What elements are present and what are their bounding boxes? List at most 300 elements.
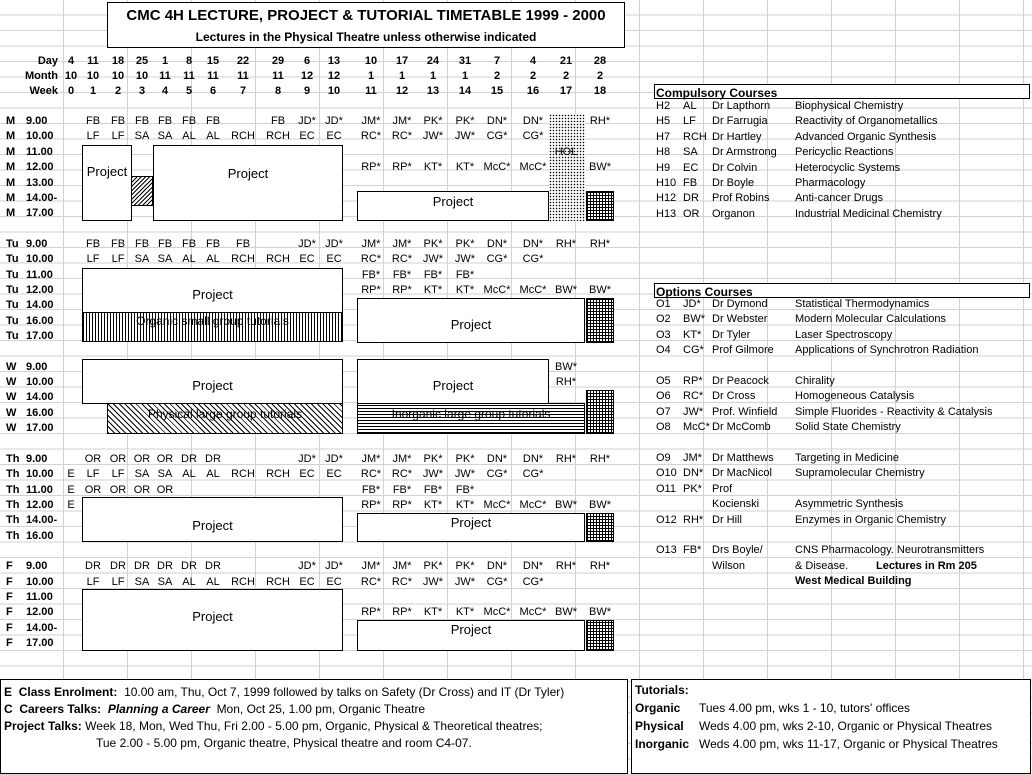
timetable-cell: CG* [486,576,508,588]
timetable-cell: PK* [455,238,475,250]
header-month: 1 [429,70,437,82]
timetable-cell: AL [182,576,196,588]
option-course-field: Solid State Chemistry [795,421,901,434]
timetable-cell: SA [134,130,150,142]
project-talks-block [586,298,614,343]
timetable-cell: BW* [555,361,577,373]
timetable-cell: FB* [392,484,412,496]
timetable-cell: RP* [361,161,381,173]
compulsory-course-field: Advanced Organic Synthesis [795,130,937,143]
tutorial-inorganic-value: Weds 4.00 pm, wks 11-17, Organic or Physical Theatres [699,737,998,751]
option-course-field: O4 [656,344,671,357]
timetable-cell: DR [181,560,197,572]
timetable-cell: EC [299,468,315,480]
header-month: 10 [86,70,100,82]
compulsory-course-field: Dr Armstrong [712,146,777,159]
header-month: 11 [183,70,195,82]
row-time-label: 17.00 [26,422,54,434]
timetable-cell: FB [110,238,126,250]
compulsory-course-field: Biophysical Chemistry [795,100,904,112]
option-course-field: O3 [656,328,671,341]
row-day-label: Th [6,453,20,465]
row-time-label: 10.00 [26,576,54,588]
compulsory-course-field: SA [683,146,698,159]
option-course-field: KT* [683,328,702,341]
header-month: 1 [461,70,469,82]
options-heading: Options Courses [656,285,753,299]
option-course-field: Targeting in Medicine [795,452,899,464]
row-day-label: Tu [6,299,19,311]
timetable-cell: DR [205,560,221,572]
careers-key: C [4,702,13,716]
o13-building-note: West Medical Building [795,575,912,587]
compulsory-course-field: DR [683,192,699,205]
project-label: Project [192,608,233,624]
careers-talk-hatch [131,176,153,206]
row-time-label: 10.00 [26,376,54,388]
option-course-field: Dr Cross [712,390,756,403]
timetable-cell: PK* [423,560,443,572]
timetable-cell: AL [206,130,220,142]
enrolment-text: 10.00 am, Thu, Oct 7, 1999 followed by talks on Safety (Dr Cross) and IT (Dr Tyler) [124,685,565,699]
timetable-cell: FB* [423,269,443,281]
timetable-cell: JD* [325,453,343,465]
timetable-cell: AL [206,468,220,480]
header-week: 3 [138,85,146,97]
page-subtitle: Lectures in the Physical Theatre unless otherwise indicated [195,30,537,44]
timetable-cell: RP* [392,284,412,296]
timetable-cell: DR [134,560,150,572]
header-month: 1 [367,70,375,82]
option-course-field: Applications of Synchrotron Radiation [795,344,979,357]
timetable-cell: PK* [455,453,475,465]
header-month: 2 [562,70,570,82]
compulsory-course-field: H2 [656,100,671,112]
timetable-cell: KT* [455,606,475,618]
option-course-field: JM* [683,452,702,464]
row-day-label: F [6,560,13,572]
organic-tutorials-label: Organic small group tutorials [136,314,289,328]
timetable-cell: JM* [361,238,381,250]
row-time-label: 11.00 [26,269,53,281]
row-time-label: 9.00 [26,560,48,572]
row-time-label: 10.00 [26,253,54,265]
header-week: 13 [426,85,440,97]
header-week: 7 [239,85,247,97]
timetable-cell: JD* [325,238,343,250]
option-course-field: Modern Molecular Calculations [795,313,947,326]
project-talks-block [586,620,614,651]
timetable-cell: AL [206,576,220,588]
compulsory-course-field: Organon [712,207,755,220]
header-week: 4 [161,85,169,97]
project-label: Project [432,377,474,393]
timetable-cell: PK* [455,115,475,127]
option-course-field: Dr Matthews [712,452,774,464]
option-course-field: RP* [683,375,703,387]
timetable-cell: FB [134,238,150,250]
timetable-cell: FB* [455,269,475,281]
header-day: 15 [206,55,220,67]
timetable-cell: OR [109,453,127,465]
header-day: 31 [458,55,472,67]
enrolment-label: Class Enrolment: [18,685,118,699]
option-course-field: O6 [656,390,671,403]
header-month: 2 [529,70,537,82]
tutorial-organic-value: Tues 4.00 pm, wks 1 - 10, tutors' offices [699,701,911,715]
timetable-cell: DN* [486,238,508,250]
option-course-field: McC* [683,421,710,434]
row-day-label: F [6,622,13,634]
row-day-label: Tu [6,253,19,265]
option-course-field: O2 [656,313,671,326]
row-day-label: M [6,207,16,219]
row-day-label: M [6,130,16,142]
header-week: 15 [490,85,504,97]
timetable-cell: SA [157,130,173,142]
timetable-cell: KT* [423,161,443,173]
row-day-label: Tu [6,315,19,327]
timetable-cell: CG* [522,468,544,480]
timetable-cell: DR [205,453,221,465]
timetable-cell: KT* [455,284,475,296]
timetable-cell: JW* [422,253,444,265]
timetable-cell: OR [84,484,102,496]
timetable-cell: OR [133,484,151,496]
timetable-cell: DN* [522,453,544,465]
row-time-label: 10.00 [26,130,54,142]
timetable-cell: LF [86,253,100,265]
header-month: 11 [159,70,171,82]
timetable-cell: RP* [361,499,381,511]
timetable-cell: LF [86,130,100,142]
option-course-field: PK* [683,482,702,495]
row-time-label: 17.00 [26,637,54,649]
row-time-label: 14.00 [26,391,54,403]
option-course-field: JD* [683,298,701,310]
timetable-cell: DR [85,560,101,572]
row-time-label: 11.00 [26,146,53,158]
header-month: 12 [300,70,314,82]
compulsory-course-field: H12 [656,192,677,205]
timetable-cell: AL [182,253,196,265]
tutorials-box [631,679,1031,774]
option-course-field: Dr Hill [712,513,742,526]
timetable-cell: McC* [519,499,547,511]
row-day-label: M [6,115,16,127]
compulsory-course-field: Pericyclic Reactions [795,146,894,159]
row-day-label: Th [6,530,20,542]
option-course-field: CNS Pharmacology. Neurotransmitters [795,544,985,557]
holiday-shading [549,114,585,221]
row-time-label: 16.00 [26,315,54,327]
timetable-cell: JM* [392,238,412,250]
compulsory-course-field: EC [683,161,699,174]
tutorials-heading: Tutorials: [635,683,689,697]
header-day: 1 [161,55,169,67]
timetable-cell: CG* [486,130,508,142]
timetable-cell: RH* [589,560,611,572]
timetable-cell: JM* [392,560,412,572]
timetable-cell: JM* [361,453,381,465]
timetable-cell: SA [157,253,173,265]
row-time-label: 11.00 [26,484,53,496]
timetable-cell: FB [110,115,126,127]
header-week: 11 [365,85,377,97]
header-day: 7 [493,55,501,67]
option-course-field: O8 [656,421,671,434]
page-title: CMC 4H LECTURE, PROJECT & TUTORIAL TIMETABLE 1999 - 2000 [126,7,606,24]
option-course-field: RC* [683,390,704,403]
timetable-cell: JD* [298,560,316,572]
header-month: 11 [207,70,219,82]
timetable-cell: JD* [298,115,316,127]
header-week: 8 [274,85,282,97]
header-day: 4 [529,55,537,67]
row-day-label: Th [6,514,20,526]
timetable-cell: RC* [360,576,382,588]
timetable-cell: FB [181,115,197,127]
timetable-cell: JD* [298,453,316,465]
timetable-cell: KT* [423,606,443,618]
timetable-cell: BW* [589,284,611,296]
row-time-label: 14.00- [26,192,58,204]
timetable-cell: JW* [454,253,476,265]
timetable-cell: FB* [423,484,443,496]
timetable-cell: FB [134,115,150,127]
project-talks-block [586,191,614,221]
header-week: 14 [458,85,472,97]
project-label: Project [86,163,128,179]
option-course-field: Statistical Thermodynamics [795,298,930,310]
row-time-label: 12.00 [26,606,54,618]
timetable-cell: McC* [519,161,547,173]
timetable-cell: KT* [455,161,475,173]
timetable-cell: PK* [423,453,443,465]
timetable-cell: SA [134,253,150,265]
timetable-cell: KT* [423,284,443,296]
option-course-field: JW* [683,405,704,418]
row-day-label: W [6,422,17,434]
row-time-label: 9.00 [26,361,48,373]
option-course-field: Homogeneous Catalysis [795,390,915,403]
row-day-label: Th [6,468,20,480]
header-week: 1 [89,85,97,97]
timetable-cell: LF [111,576,125,588]
timetable-cell: FB* [361,269,381,281]
option-course-field: Simple Fluorides - Reactivity & Catalysis [795,405,993,418]
header-day: 22 [236,55,250,67]
project-label: Project [450,514,492,530]
project-label: Project [450,316,492,332]
timetable-cell: JM* [361,560,381,572]
option-course-field: Chirality [795,375,835,387]
timetable-cell: FB [85,115,101,127]
o13-room-note: Lectures in Rm 205 [876,560,977,572]
header-month: 10 [111,70,125,82]
timetable-cell: FB* [361,484,381,496]
option-course-field: Kocienski [712,498,760,511]
timetable-cell: LF [111,130,125,142]
timetable-cell: RCH [231,253,255,265]
timetable-cell: JM* [392,453,412,465]
row-day-label: Tu [6,238,19,250]
enrolment-key: E [4,685,13,699]
timetable-cell: DR [181,453,197,465]
row-time-label: 16.00 [26,407,54,419]
header-day: 24 [426,55,440,67]
timetable-cell: JW* [454,468,476,480]
timetable-cell: SA [134,468,150,480]
careers-text: Mon, Oct 25, 1.00 pm, Organic Theatre [216,702,426,716]
timetable-cell: E [67,484,75,496]
timetable-cell: AL [182,130,196,142]
careers-italic: Planning a Career [107,702,210,716]
timetable-cell: JM* [392,115,412,127]
timetable-cell: RCH [231,468,255,480]
row-time-label: 17.00 [26,330,54,342]
timetable-cell: JD* [298,238,316,250]
project-label: Project [192,517,233,533]
compulsory-course-field: Dr Lapthorn [712,100,771,112]
project-talks-block [586,513,614,542]
timetable-cell: FB [157,115,173,127]
row-day-label: W [6,376,17,388]
timetable-cell: FB [235,238,251,250]
timetable-cell: RH* [589,453,611,465]
compulsory-course-field: OR [683,207,700,220]
header-month: 11 [237,70,249,82]
timetable-cell: BW* [589,161,611,173]
timetable-cell: RP* [361,284,381,296]
timetable-cell: OR [133,453,151,465]
week-header-label: Week [29,85,58,97]
timetable-cell: McC* [519,284,547,296]
timetable-cell: RH* [555,453,577,465]
row-time-label: 16.00 [26,530,54,542]
header-week: 12 [395,85,409,97]
timetable-cell: OR [156,484,174,496]
timetable-cell: McC* [483,499,511,511]
compulsory-course-field: H13 [656,207,677,220]
option-course-field: Dr Dymond [712,298,768,310]
compulsory-course-field: Dr Boyle [712,177,755,189]
option-course-field: Enzymes in Organic Chemistry [795,513,946,526]
careers-label: Careers Talks: [19,702,102,716]
row-time-label: 14.00- [26,514,58,526]
timetable-cell: RP* [392,499,412,511]
option-course-field: O10 [656,467,677,480]
compulsory-course-field: AL [683,100,697,112]
option-course-field: O7 [656,405,671,418]
month-header-label: Month [25,70,58,82]
option-course-field: & Disease. [795,559,849,572]
timetable-cell: DN* [522,238,544,250]
timetable-cell: OR [84,453,102,465]
project-talks-text2: Tue 2.00 - 5.00 pm, Organic theatre, Physical theatre and room C4-07. [96,736,472,750]
option-course-field: O9 [656,452,671,464]
timetable-cell: DN* [522,560,544,572]
timetable-cell: RCH [266,468,290,480]
compulsory-course-field: Prof Robins [712,192,770,205]
option-course-field: Laser Spectroscopy [795,328,893,341]
timetable-cell: DR [110,560,126,572]
header-day: 4 [67,55,75,67]
tutorial-organic-key: Organic [635,701,681,715]
timetable-cell: JW* [422,130,444,142]
timetable-cell: LF [111,468,125,480]
header-week: 0 [67,85,75,97]
compulsory-course-field: H5 [656,115,671,128]
compulsory-course-field: Dr Hartley [712,130,762,143]
header-day: 8 [185,55,193,67]
timetable-cell: RH* [589,238,611,250]
project-label: Project [227,165,269,181]
option-course-field: Supramolecular Chemistry [795,467,925,480]
timetable-cell: HOL [554,146,578,158]
timetable-cell: AL [206,253,220,265]
timetable-cell: JW* [422,576,444,588]
timetable-cell: EC [326,576,342,588]
row-day-label: M [6,177,16,189]
project-talks-block [586,390,614,434]
option-course-field: O11 [656,482,676,495]
timetable-cell: DN* [522,115,544,127]
tutorial-inorganic-key: Inorganic [635,737,690,751]
timetable-cell: RC* [360,253,382,265]
header-day: 29 [271,55,285,67]
project-label: Project [432,193,474,209]
option-course-field: RH* [683,513,704,526]
timetable-cell: CG* [522,253,544,265]
row-time-label: 14.00- [26,622,58,634]
option-course-field: O5 [656,375,671,387]
compulsory-course-field: Dr Colvin [712,161,758,174]
option-course-field: DN* [683,467,704,480]
timetable-cell: JM* [361,115,381,127]
row-day-label: M [6,146,16,158]
timetable-cell: FB [85,238,101,250]
timetable-cell: CG* [486,468,508,480]
row-day-label: Th [6,484,20,496]
row-day-label: W [6,361,17,373]
timetable-cell: RC* [391,253,413,265]
header-month: 2 [596,70,604,82]
timetable-cell: BW* [555,284,577,296]
header-day: 10 [364,55,378,67]
timetable-cell: RCH [231,130,255,142]
timetable-cell: RCH [266,253,290,265]
compulsory-course-field: H8 [656,146,671,159]
option-course-field: Dr MacNicol [712,467,772,480]
timetable-cell: FB [181,238,197,250]
project-block-mon-early [82,145,132,221]
timetable-cell: OR [156,453,174,465]
timetable-cell: KT* [423,499,443,511]
timetable-cell: RH* [555,376,577,388]
header-week: 10 [327,85,341,97]
row-time-label: 12.00 [26,161,54,173]
timetable-cell: RCH [266,130,290,142]
timetable-cell: DR [157,560,173,572]
row-day-label: Tu [6,284,19,296]
timetable-cell: JW* [454,576,476,588]
timetable-cell: EC [326,468,342,480]
timetable-cell: RP* [361,606,381,618]
header-month: 12 [327,70,341,82]
timetable-cell: RC* [391,576,413,588]
compulsory-course-field: Reactivity of Organometallics [795,115,938,128]
